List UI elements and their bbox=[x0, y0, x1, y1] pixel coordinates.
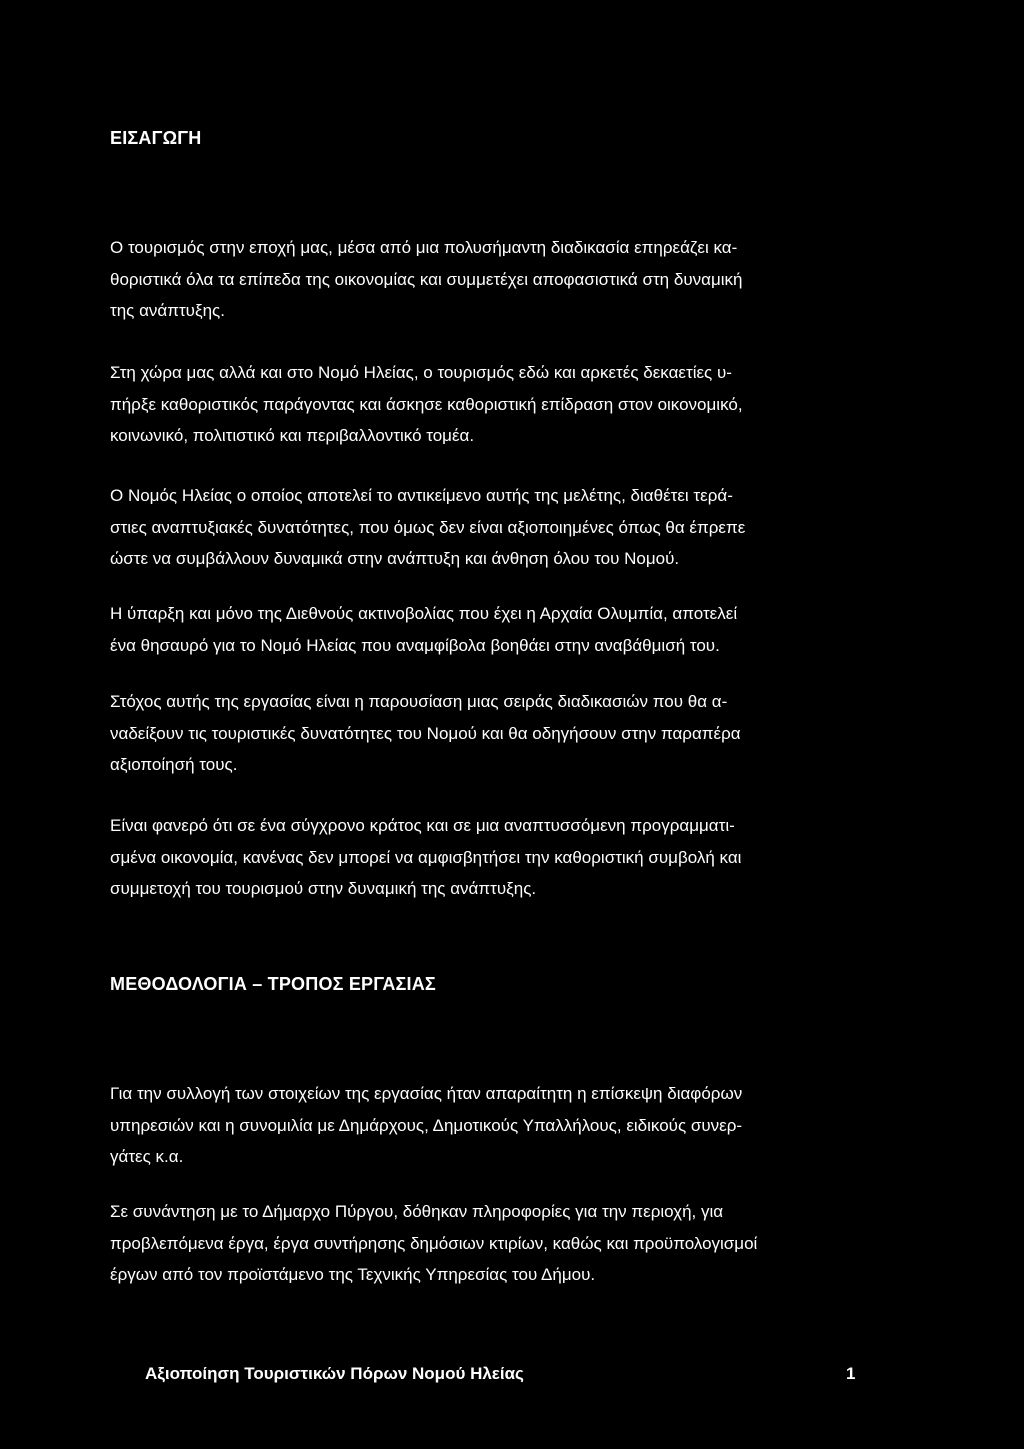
section-heading-introduction: ΕΙΣΑΓΩΓΗ bbox=[110, 128, 202, 148]
intro-paragraph-3 bbox=[110, 480, 868, 575]
intro-paragraph-5 bbox=[110, 686, 868, 781]
text-line: της ανάπτυξης. bbox=[110, 301, 225, 320]
text-line: Στη χώρα μας αλλά και στο Νομό Ηλείας, ο τουρισμός εδώ και αρκετές δεκαετίες υ- bbox=[110, 363, 732, 382]
text-line: γάτες κ.α. bbox=[110, 1147, 184, 1166]
section-heading-methodology: ΜΕΘΟΔΟΛΟΓΙΑ – ΤΡΟΠΟΣ ΕΡΓΑΣΙΑΣ bbox=[110, 974, 436, 994]
text-line: ώστε να συμβάλλουν δυναμικά στην ανάπτυξη και άνθηση όλου του Νομού. bbox=[110, 549, 680, 568]
text-line: κοινωνικό, πολιτιστικό και περιβαλλοντικό τομέα. bbox=[110, 426, 475, 445]
text-line: ναδείξουν τις τουριστικές δυνατότητες του Νομού και θα οδηγήσουν στην παραπέρα bbox=[110, 723, 741, 743]
text-line: σμένα οικονομία, κανένας δεν μπορεί να αμφισβητήσει την καθοριστική συμβολή και bbox=[110, 847, 742, 867]
text-line: πήρξε καθοριστικός παράγοντας και άσκησε καθοριστική επίδραση στον οικονομικό, bbox=[110, 394, 743, 414]
text-line: Για την συλλογή των στοιχείων της εργασίας ήταν απαραίτητη η επίσκεψη διαφόρων bbox=[110, 1084, 743, 1103]
intro-paragraph-4 bbox=[110, 598, 868, 661]
footer-document-title: Αξιοποίηση Τουριστικών Πόρων Νομού Ηλείας bbox=[145, 1364, 524, 1383]
text-line: Είναι φανερό ότι σε ένα σύγχρονο κράτος και σε μια αναπτυσσόμενη προγραμματι- bbox=[110, 816, 735, 835]
text-line: Ο Νομός Ηλείας ο οποίος αποτελεί το αντικείμενο αυτής της μελέτης, διαθέτει τερά- bbox=[110, 486, 733, 505]
text-line: ένα θησαυρό για το Νομό Ηλείας που αναμφίβολα βοηθάει στην αναβάθμισή του. bbox=[110, 635, 720, 655]
methodology-paragraph-2 bbox=[110, 1196, 868, 1291]
text-line: στιες αναπτυξιακές δυνατότητες, που όμως δεν είναι αξιοποιημένες όπως θα έπρεπε bbox=[110, 517, 746, 537]
methodology-paragraph-1 bbox=[110, 1078, 868, 1173]
footer-page-number: 1 bbox=[846, 1364, 856, 1383]
intro-paragraph-2 bbox=[110, 357, 868, 452]
text-line: συμμετοχή του τουρισμού στην δυναμική της ανάπτυξης. bbox=[110, 879, 537, 898]
text-line: Σε συνάντηση με το Δήμαρχο Πύργου, δόθηκαν πληροφορίες για την περιοχή, για bbox=[110, 1202, 724, 1221]
text-line: Η ύπαρξη και μόνο της Διεθνούς ακτινοβολίας που έχει η Αρχαία Ολυμπία, αποτελεί bbox=[110, 604, 738, 623]
text-line: έργων από τον προϊστάμενο της Τεχνικής Υπηρεσίας του Δήμου. bbox=[110, 1265, 596, 1284]
text-line: Στόχος αυτής της εργασίας είναι η παρουσίαση μιας σειράς διαδικασιών που θα α- bbox=[110, 692, 728, 711]
text-line: Ο τουρισμός στην εποχή μας, μέσα από μια πολυσήμαντη διαδικασία επηρεάζει κα- bbox=[110, 238, 738, 257]
intro-paragraph-6 bbox=[110, 810, 868, 905]
text-line: υπηρεσιών και η συνομιλία με Δημάρχους, Δημοτικούς Υπαλλήλους, ειδικούς συνερ- bbox=[110, 1115, 743, 1135]
text-line: προβλεπόμενα έργα, έργα συντήρησης δημόσιων κτιρίων, καθώς και προϋπολογισμοί bbox=[110, 1233, 758, 1253]
text-line: αξιοποίησή τους. bbox=[110, 755, 238, 774]
intro-paragraph-1 bbox=[110, 232, 868, 327]
text-line: θοριστικά όλα τα επίπεδα της οικονομίας και συμμετέχει αποφασιστικά στη δυναμική bbox=[110, 269, 743, 289]
